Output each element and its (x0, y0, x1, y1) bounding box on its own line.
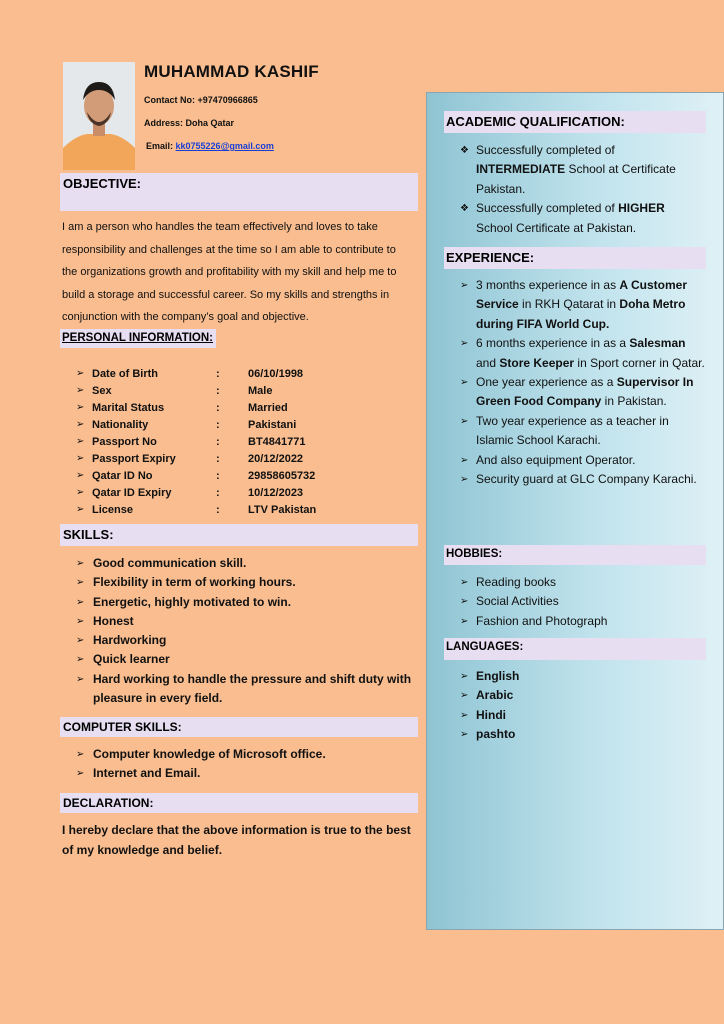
hobby-text: Reading books (476, 575, 557, 589)
experience-text: One year experience as a (476, 375, 617, 390)
language-text: pashto (476, 727, 516, 742)
person-name: MUHAMMAD KASHIF (144, 62, 319, 81)
info-colon: : (216, 452, 220, 465)
info-colon: : (216, 469, 220, 482)
arrow-bullet-icon: ➢ (76, 368, 85, 379)
info-row-passport (62, 433, 392, 450)
info-row-qatar-id-expiry (62, 484, 392, 501)
arrow-bullet-icon: ➢ (76, 453, 85, 464)
arrow-bullet-icon: ➢ (460, 377, 469, 389)
hobbies-heading: HOBBIES: (446, 548, 503, 560)
experience-item (460, 373, 705, 412)
info-label: Sex (92, 384, 112, 397)
info-value: Married (248, 401, 288, 414)
objective-line: the organizations growth and profitability with my skill and help me to (62, 266, 397, 278)
personal-info-heading: PERSONAL INFORMATION: (62, 332, 213, 344)
arrow-bullet-icon: ➢ (76, 596, 85, 608)
info-colon: : (216, 418, 220, 431)
arrow-bullet-icon: ➢ (76, 436, 85, 447)
info-value: Pakistani (248, 418, 297, 431)
info-colon: : (216, 503, 220, 516)
profile-photo (63, 62, 135, 170)
objective-line: conjunction with the company’s goal and objective. (62, 311, 309, 323)
arrow-bullet-icon: ➢ (460, 615, 469, 627)
computer-skill-text: Computer knowledge of Microsoft office. (93, 747, 326, 761)
arrow-bullet-icon: ➢ (460, 474, 469, 486)
hobbies-heading-bar (444, 545, 706, 565)
info-label: Marital Status (92, 401, 165, 414)
info-value: 10/12/2023 (248, 486, 304, 499)
arrow-bullet-icon: ➢ (460, 709, 469, 721)
computer-skills-list (76, 745, 421, 784)
arrow-bullet-icon: ➢ (460, 596, 469, 608)
computer-skill-item (76, 764, 421, 783)
skill-item (76, 612, 421, 631)
experience-bold: A Customer Service (476, 278, 687, 312)
info-row-license (62, 501, 392, 518)
objective-heading: OBJECTIVE: (63, 176, 142, 191)
info-label: Qatar ID Expiry (92, 486, 172, 499)
language-text: English (476, 669, 520, 683)
diamond-bullet-icon: ❖ (460, 203, 469, 215)
experience-text: 6 months experience in as a (476, 336, 630, 351)
info-value: Male (248, 384, 273, 397)
academic-text: Successfully completed of (476, 143, 615, 157)
info-value: 29858605732 (248, 469, 316, 482)
experience-heading-bar (444, 247, 706, 269)
experience-item (460, 334, 705, 373)
info-value: BT4841771 (248, 435, 306, 448)
info-row-qatar-id (62, 467, 392, 484)
skill-text: Quick learner (93, 652, 170, 667)
computer-skill-item (76, 745, 421, 764)
info-colon: : (216, 435, 220, 448)
experience-bold: Salesman (629, 336, 686, 351)
skill-item (76, 631, 421, 650)
experience-text: Security guard at GLC Company Karachi. (476, 472, 697, 487)
experience-bold: Supervisor In Green Food Company (476, 375, 694, 409)
objective-heading-bar (60, 173, 418, 211)
skill-item (76, 554, 421, 573)
info-label: Passport No (92, 435, 157, 448)
experience-text: Two year experience as a teacher in Islamic School Karachi. (476, 413, 669, 448)
experience-text: in Sport corner in Qatar. (574, 355, 705, 370)
experience-item (460, 276, 705, 334)
arrow-bullet-icon: ➢ (460, 415, 469, 427)
language-item (460, 725, 700, 744)
arrow-bullet-icon: ➢ (460, 690, 469, 702)
info-label: Passport Expiry (92, 452, 176, 465)
info-row-marital (62, 399, 392, 416)
hobby-item (460, 612, 700, 631)
skill-text: Flexibility in term of working hours. (93, 575, 296, 590)
arrow-bullet-icon: ➢ (76, 419, 85, 430)
hobby-item (460, 573, 700, 592)
info-row-sex (62, 382, 392, 399)
arrow-bullet-icon: ➢ (460, 338, 469, 350)
skill-text: Hardworking (93, 633, 167, 648)
arrow-bullet-icon: ➢ (460, 280, 469, 291)
languages-heading: LANGUAGES: (446, 641, 524, 653)
language-text: Hindi (476, 707, 506, 722)
arrow-bullet-icon: ➢ (76, 749, 85, 760)
academic-text: School Certificate at Pakistan. (476, 220, 637, 235)
address: Address: Doha Qatar (144, 118, 235, 128)
experience-heading: EXPERIENCE: (446, 250, 535, 265)
academic-list (460, 141, 700, 238)
hobby-text: Fashion and Photograph (476, 613, 608, 628)
personal-info-heading-bar (60, 329, 216, 348)
language-item (460, 706, 700, 725)
arrow-bullet-icon: ➢ (460, 729, 469, 741)
experience-item (460, 412, 705, 451)
declaration-heading-bar (60, 793, 418, 813)
skill-item (76, 593, 421, 612)
arrow-bullet-icon: ➢ (76, 402, 85, 413)
arrow-bullet-icon: ➢ (76, 470, 85, 481)
languages-heading-bar (444, 638, 706, 660)
skill-text: Good communication skill. (93, 556, 247, 570)
info-colon: : (216, 401, 220, 414)
arrow-bullet-icon: ➢ (460, 454, 469, 466)
arrow-bullet-icon: ➢ (460, 577, 469, 588)
arrow-bullet-icon: ➢ (76, 768, 85, 780)
declaration-text: I hereby declare that the above information is true to the best of my knowledge and belief. (62, 823, 411, 857)
skill-text: Energetic, highly motivated to win. (93, 594, 292, 609)
contact-number: Contact No: +97470966865 (144, 95, 258, 105)
skills-heading: SKILLS: (63, 527, 114, 542)
objective-text (62, 216, 412, 329)
email-label: Email: (146, 141, 176, 151)
arrow-bullet-icon: ➢ (76, 487, 85, 498)
experience-bold: Doha Metro during FIFA World Cup. (476, 297, 686, 331)
info-label: Qatar ID No (92, 469, 153, 482)
skill-item (76, 573, 421, 592)
arrow-bullet-icon: ➢ (76, 577, 85, 589)
arrow-bullet-icon: ➢ (76, 615, 85, 627)
language-item (460, 667, 700, 686)
academic-heading-bar (444, 111, 706, 133)
computer-skills-heading-bar (60, 717, 418, 737)
experience-text: and (476, 355, 500, 370)
languages-list (460, 667, 700, 745)
language-item (460, 686, 700, 705)
skills-list (76, 554, 421, 708)
experience-text: 3 months experience in as (476, 278, 620, 292)
info-value: LTV Pakistan (248, 503, 317, 516)
skill-item (76, 650, 421, 669)
info-label: Nationality (92, 418, 149, 431)
academic-item (460, 199, 700, 238)
arrow-bullet-icon: ➢ (460, 671, 469, 682)
skill-text: Hard working to handle the pressure and shift duty with pleasure in every field. (93, 671, 412, 706)
person-photo-icon (63, 62, 135, 170)
skills-heading-bar (60, 524, 418, 546)
arrow-bullet-icon: ➢ (76, 558, 85, 569)
hobby-item (460, 592, 700, 611)
arrow-bullet-icon: ➢ (76, 635, 85, 647)
language-text: Arabic (476, 688, 514, 703)
info-row-passport-expiry (62, 450, 392, 467)
arrow-bullet-icon: ➢ (76, 654, 85, 666)
skill-item (76, 670, 421, 709)
info-value: 06/10/1998 (248, 367, 304, 380)
skill-text: Honest (93, 613, 134, 628)
academic-heading: ACADEMIC QUALIFICATION: (446, 114, 625, 129)
experience-item (460, 451, 705, 470)
academic-bold: INTERMEDIATE (476, 162, 566, 177)
info-colon: : (216, 384, 220, 397)
personal-info-table (62, 365, 392, 518)
email-link[interactable]: kk0755226@gmail.com (175, 141, 274, 151)
academic-item (460, 141, 700, 199)
declaration-heading: DECLARATION: (63, 796, 154, 810)
arrow-bullet-icon: ➢ (76, 673, 85, 685)
experience-bold: Store Keeper (499, 355, 575, 370)
arrow-bullet-icon: ➢ (76, 385, 85, 396)
info-label: Date of Birth (92, 367, 158, 380)
academic-text: Successfully completed of (476, 201, 619, 216)
hobbies-list (460, 573, 700, 631)
info-colon: : (216, 367, 220, 380)
diamond-bullet-icon: ❖ (460, 145, 469, 156)
info-colon: : (216, 486, 220, 499)
objective-line: build a storage and successful career. So my skills and strengths in (62, 288, 390, 301)
experience-text: And also equipment Operator. (476, 452, 636, 467)
objective-line: I am a person who handles the team effectively and loves to take (62, 221, 378, 233)
experience-item (460, 470, 705, 489)
hobby-text: Social Activities (476, 594, 559, 609)
info-row-nationality (62, 416, 392, 433)
experience-text: in Pakistan. (601, 394, 667, 409)
email-line (146, 141, 274, 151)
info-label: License (92, 503, 133, 516)
experience-list (460, 276, 705, 489)
objective-line: responsibility and challenges at the time so I am able to contribute to (62, 243, 396, 256)
arrow-bullet-icon: ➢ (76, 504, 85, 515)
academic-bold: HIGHER (618, 201, 665, 216)
info-value: 20/12/2022 (248, 452, 304, 465)
academic-text: School at Certificate Pakistan. (476, 162, 676, 196)
experience-text: in RKH Qatarat in (518, 297, 620, 312)
info-row-dob (62, 365, 392, 382)
computer-skills-heading: COMPUTER SKILLS: (63, 720, 182, 734)
computer-skill-text: Internet and Email. (93, 766, 201, 781)
